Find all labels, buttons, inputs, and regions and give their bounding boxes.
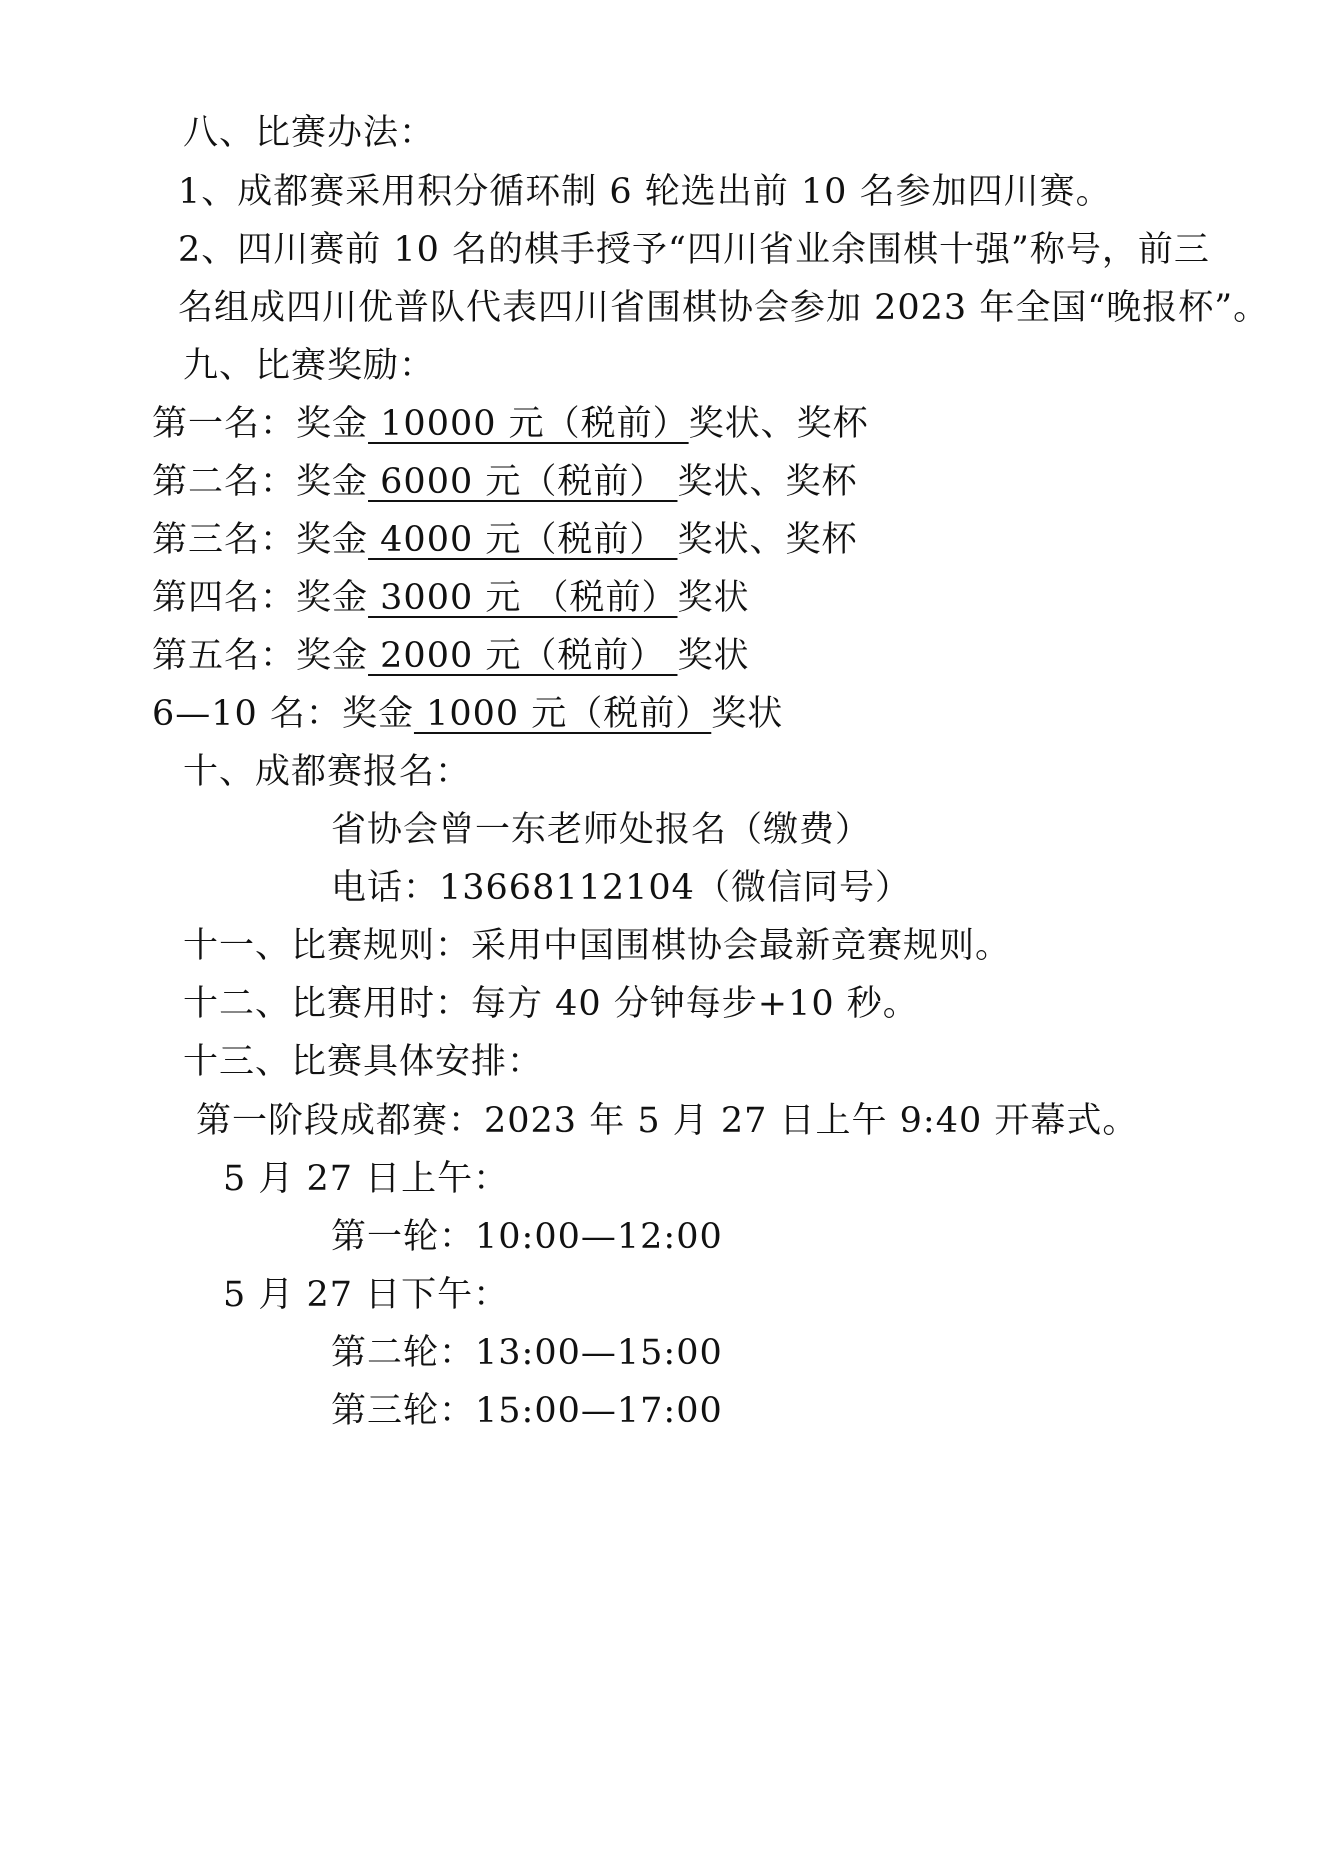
prize-label: 奖金 [341, 694, 414, 734]
prize-label: 奖金 [296, 520, 369, 560]
prize-row-1 [152, 401, 869, 447]
prize-amount: 1000 元（税前） [413, 694, 712, 734]
section-11-rules: 十一、比赛规则：采用中国围棋协会最新竞赛规则。 [183, 926, 1012, 966]
prize-rank: 第四名： [152, 578, 297, 618]
schedule-round-3: 第三轮：15:00—17:00 [331, 1391, 723, 1431]
prize-award: 奖状、奖杯 [688, 404, 869, 444]
prize-award: 奖状 [677, 578, 750, 618]
prize-rank: 第一名： [152, 404, 297, 444]
prize-label: 奖金 [296, 404, 369, 444]
prize-rank: 第二名： [152, 462, 297, 502]
prize-label: 奖金 [296, 636, 369, 676]
schedule-round-1: 第一轮：10:00—12:00 [331, 1217, 723, 1257]
prize-amount: 4000 元（税前） [368, 520, 678, 560]
prize-row-6 [152, 691, 783, 737]
schedule-round-2: 第二轮：13:00—15:00 [331, 1333, 723, 1373]
prize-amount: 3000 元 （税前） [368, 578, 678, 618]
prize-label: 奖金 [296, 578, 369, 618]
prize-rank: 第三名： [152, 520, 297, 560]
registration-contact: 省协会曾一东老师处报名（缴费） [331, 810, 872, 850]
prize-label: 奖金 [296, 462, 369, 502]
section-8-item-2-line-2: 名组成四川优普队代表四川省围棋协会参加 2023 年全国“晚报杯”。 [178, 288, 1270, 328]
prize-row-2 [152, 459, 858, 505]
schedule-morning: 5 月 27 日上午： [223, 1159, 510, 1199]
prize-amount: 2000 元（税前） [368, 636, 678, 676]
prize-row-5 [152, 633, 750, 679]
section-12-time-control: 十二、比赛用时：每方 40 分钟每步+10 秒。 [183, 984, 919, 1024]
section-10-heading: 十、成都赛报名： [183, 752, 472, 792]
section-8-item-1: 1、成都赛采用积分循环制 6 轮选出前 10 名参加四川赛。 [178, 172, 1112, 212]
section-8-heading: 八、比赛办法： [183, 113, 436, 153]
prize-amount: 6000 元（税前） [368, 462, 678, 502]
prize-rank: 6—10 名： [152, 694, 342, 734]
prize-amount: 10000 元（税前） [368, 404, 689, 444]
prize-rank: 第五名： [152, 636, 297, 676]
prize-award: 奖状、奖杯 [677, 462, 858, 502]
section-9-heading: 九、比赛奖励： [183, 346, 436, 386]
stage-1-opening: 第一阶段成都赛：2023 年 5 月 27 日上午 9:40 开幕式。 [196, 1101, 1139, 1141]
section-13-heading: 十三、比赛具体安排： [183, 1042, 544, 1082]
prize-award: 奖状 [677, 636, 750, 676]
section-8-item-2-line-1: 2、四川赛前 10 名的棋手授予“四川省业余围棋十强”称号，前三 [178, 230, 1210, 270]
prize-award: 奖状 [711, 694, 784, 734]
registration-phone: 电话：13668112104（微信同号） [331, 868, 911, 908]
prize-row-3 [152, 517, 858, 563]
schedule-afternoon: 5 月 27 日下午： [223, 1275, 510, 1315]
prize-award: 奖状、奖杯 [677, 520, 858, 560]
prize-row-4 [152, 575, 750, 621]
